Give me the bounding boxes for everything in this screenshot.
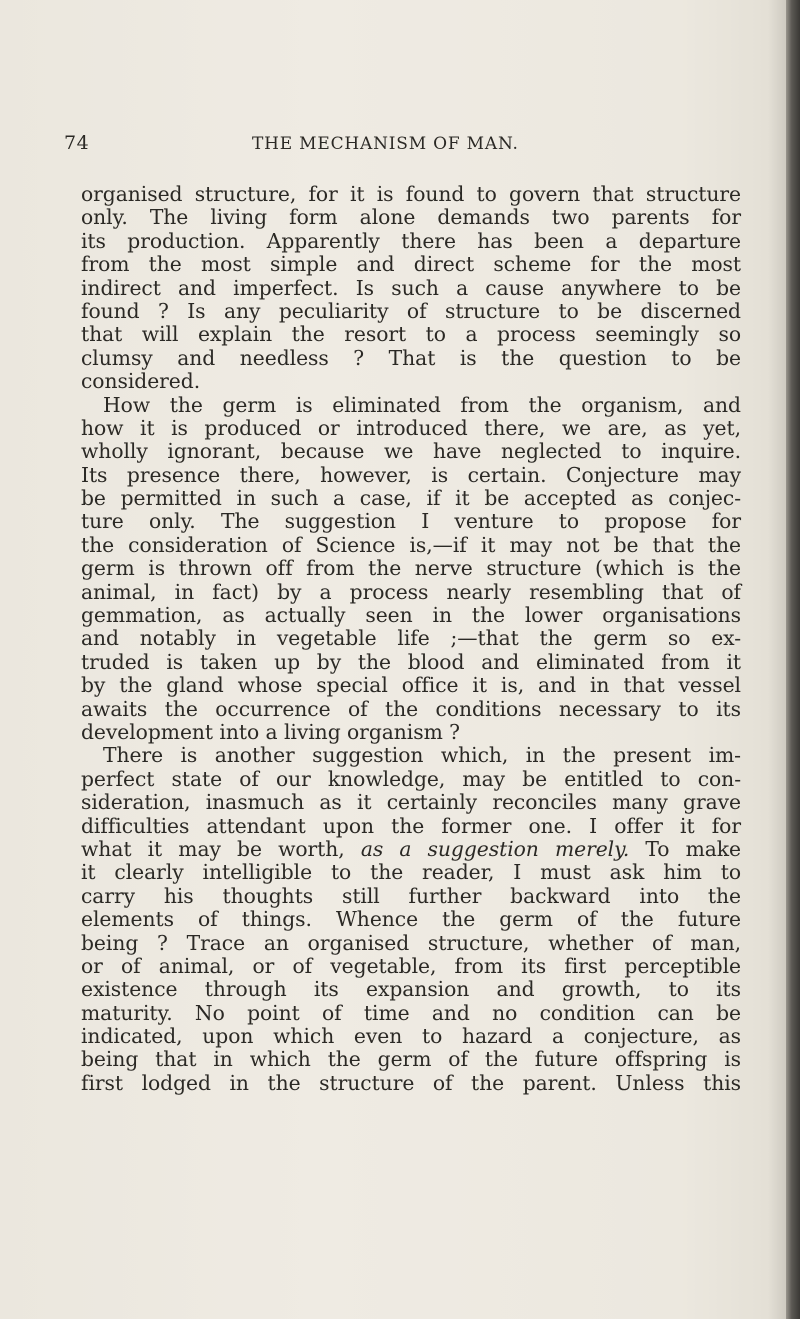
book-spine-shadow (786, 0, 800, 1319)
text-line: from the most simple and direct scheme for the most (81, 252, 741, 277)
italic-phrase: as a suggestion merely. (360, 836, 630, 861)
text-line: gemmation, as actually seen in the lower organisations (81, 603, 741, 628)
text-segment: To make (645, 836, 741, 861)
running-head-title: THE MECHANISM OF MAN. (252, 134, 519, 154)
text-line: clumsy and needless ? That is the question to be (81, 345, 741, 370)
text-line: ture only. The suggestion I venture to propose for (81, 509, 741, 534)
text-line: or of animal, or of vegetable, from its first perceptible (81, 953, 741, 978)
text-line: being ? Trace an organised structure, whether of man, (81, 930, 741, 955)
text-line: considered. (81, 369, 201, 394)
text-line: how it is produced or introduced there, we are, as yet, (81, 415, 741, 440)
paragraph-start-line: There is another suggestion which, in the present im- (103, 743, 741, 768)
running-head (0, 132, 800, 162)
text-line: perfect state of our knowledge, may be entitled to con- (81, 766, 741, 791)
text-line: carry his thoughts still further backward into the (81, 883, 741, 908)
text-line: the consideration of Science is,—if it may not be that the (81, 532, 741, 557)
text-line: be permitted in such a case, if it be accepted as conjec- (81, 486, 741, 511)
body-text (81, 183, 741, 1095)
text-line: and notably in vegetable life ;—that the germ so ex- (81, 626, 741, 651)
text-line: truded is taken up by the blood and eliminated from it (81, 649, 741, 674)
text-line: Its presence there, however, is certain. Conjecture may (81, 462, 741, 487)
text-line: being that in which the germ of the future offspring is (81, 1047, 741, 1072)
text-line: sideration, inasmuch as it certainly reconciles many grave (81, 790, 741, 815)
text-line: indicated, upon which even to hazard a conjecture, as (81, 1024, 741, 1049)
text-line: wholly ignorant, because we have neglected to inquire. (81, 439, 741, 464)
page-number: 74 (64, 132, 90, 154)
text-line: maturity. No point of time and no condition can be (81, 1000, 741, 1025)
paragraph-start-line: How the germ is eliminated from the organism, and (103, 392, 741, 417)
text-line: only. The living form alone demands two parents for (81, 205, 741, 230)
text-line-mixed (81, 838, 741, 861)
text-line: that will explain the resort to a process seemingly so (81, 322, 741, 347)
text-line: elements of things. Whence the germ of the future (81, 907, 741, 932)
text-line: animal, in fact) by a process nearly resembling that of (81, 579, 741, 604)
text-line: development into a living organism ? (81, 719, 461, 744)
text-line: indirect and imperfect. Is such a cause anywhere to be (81, 275, 741, 300)
text-segment: what it may be worth, (81, 836, 345, 861)
text-line: existence through its expansion and growth, to its (81, 977, 741, 1002)
text-line: first lodged in the structure of the parent. Unless this (81, 1070, 741, 1095)
text-line: it clearly intelligible to the reader, I must ask him to (81, 860, 741, 885)
text-line: organised structure, for it is found to govern that structure (81, 182, 741, 206)
text-line: awaits the occurrence of the conditions necessary to its (81, 696, 741, 721)
text-line: its production. Apparently there has been a departure (81, 228, 741, 253)
text-line: found ? Is any peculiarity of structure to be discerned (81, 298, 741, 323)
text-line: by the gland whose special office it is, and in that vessel (81, 673, 741, 698)
text-line: difficulties attendant upon the former one. I offer it for (81, 813, 741, 838)
text-line: germ is thrown off from the nerve structure (which is the (81, 556, 741, 581)
